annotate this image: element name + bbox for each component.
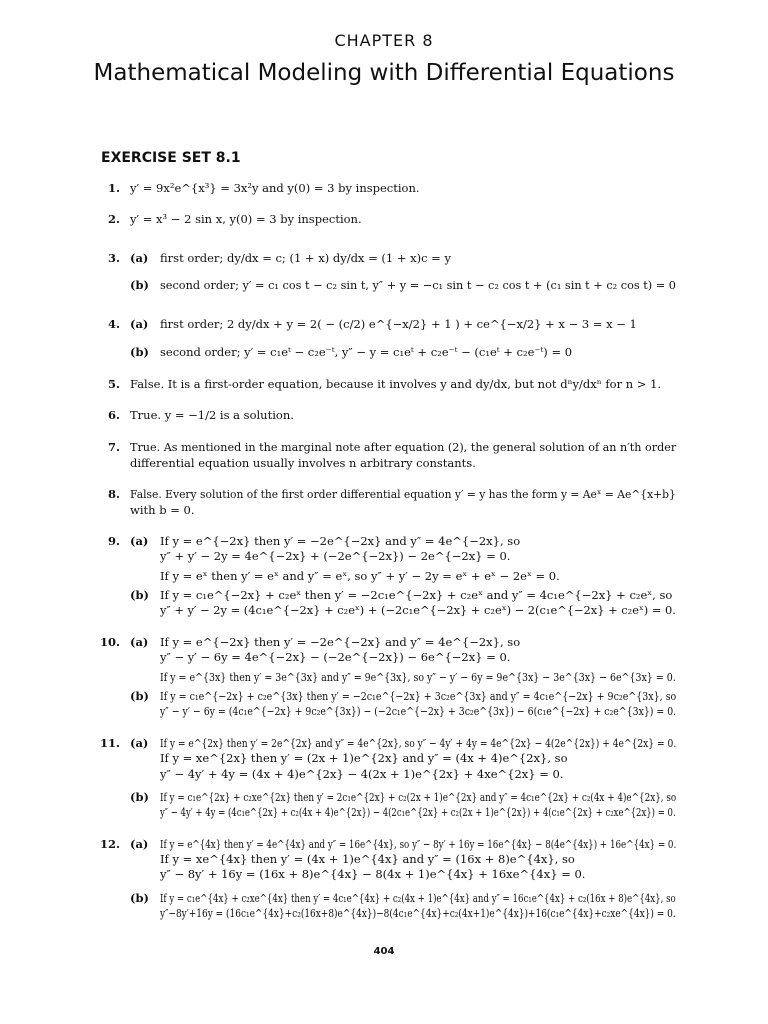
problem-number: 7. bbox=[107, 440, 120, 454]
chapter-label: CHAPTER 8 bbox=[334, 31, 434, 50]
problem-text: with b = 0. bbox=[130, 503, 195, 517]
problem-text: True. As mentioned in the marginal note after equation (2), the general solution of an n′th order bbox=[130, 440, 677, 454]
problem-number: 5. bbox=[107, 377, 120, 391]
part-text: y″ + y′ − 2y = 4e^{−2x} + (−2e^{−2x}) − 2e^{−2x} = 0. bbox=[160, 549, 511, 563]
part-label: (a) bbox=[130, 534, 149, 548]
problem-number: 1. bbox=[107, 181, 120, 195]
part-text: If y = c₁e^{−2x} + c₂eˣ then y′ = −2c₁e^{−2x} + c₂eˣ and y″ = 4c₁e^{−2x} + c₂eˣ, so bbox=[160, 588, 673, 602]
part-text: If y = c₁e^{4x} + c₂xe^{4x} then y′ = 4c₁e^{4x} + c₂(4x + 1)e^{4x} and y″ = 16c₁e^{4x} + c₂(16x + 8)e^{4x}, so bbox=[160, 891, 676, 905]
problem-number: 9. bbox=[107, 534, 120, 548]
part-text: If y = e^{4x} then y′ = 4e^{4x} and y″ = 16e^{4x}, so y″ − 8y′ + 16y = 16e^{4x} − 8(4e^{4x}) + 16e^{4x} = 0. bbox=[160, 837, 677, 851]
problem-text: differential equation usually involves n arbitrary constants. bbox=[130, 456, 476, 470]
problem-text: y′ = 9x²e^{x³} = 3x²y and y(0) = 3 by inspection. bbox=[130, 181, 420, 195]
part-text: y″ − y′ − 6y = (4c₁e^{−2x} + 9c₂e^{3x}) − (−2c₁e^{−2x} + 3c₂e^{3x}) − 6(c₁e^{−2x} + c₂e^{3x}) = 0. bbox=[160, 704, 677, 718]
problem-text: y′ = x³ − 2 sin x, y(0) = 3 by inspection. bbox=[130, 212, 362, 226]
part-label: (b) bbox=[130, 790, 149, 804]
part-text: If y = c₁e^{2x} + c₂xe^{2x} then y′ = 2c₁e^{2x} + c₂(2x + 1)e^{2x} and y″ = 4c₁e^{2x} + c₂(4x + 4)e^{2x}, so bbox=[160, 790, 677, 804]
problem-number: 11. bbox=[99, 736, 120, 750]
part-text: If y = xe^{4x} then y′ = (4x + 1)e^{4x} and y″ = (16x + 8)e^{4x}, so bbox=[160, 852, 575, 866]
part-label: (b) bbox=[130, 588, 149, 602]
exercise-set-heading: EXERCISE SET 8.1 bbox=[101, 150, 241, 166]
part-text: If y = e^{−2x} then y′ = −2e^{−2x} and y″ = 4e^{−2x}, so bbox=[160, 534, 521, 548]
part-label: (a) bbox=[130, 251, 149, 265]
part-label: (b) bbox=[130, 278, 149, 292]
problem-number: 4. bbox=[107, 317, 120, 331]
part-text: first order; 2 dy/dx + y = 2( − (c/2) e^{−x/2} + 1 ) + ce^{−x/2} + x − 3 = x − 1 bbox=[160, 317, 637, 331]
problem-text: False. Every solution of the first order differential equation y′ = y has the form y = Aeˣ = Ae^{x+b} bbox=[130, 487, 676, 501]
part-text: first order; dy/dx = c; (1 + x) dy/dx = (1 + x)c = y bbox=[160, 251, 451, 265]
part-text: If y = c₁e^{−2x} + c₂e^{3x} then y′ = −2c₁e^{−2x} + 3c₂e^{3x} and y″ = 4c₁e^{−2x} + 9c₂e^{3x}, so bbox=[160, 689, 677, 703]
part-text: If y = eˣ then y′ = eˣ and y″ = eˣ, so y″ + y′ − 2y = eˣ + eˣ − 2eˣ = 0. bbox=[160, 569, 560, 583]
problem-text: False. It is a first-order equation, because it involves y and dy/dx, but not dⁿy/dxⁿ for n > 1. bbox=[130, 377, 662, 391]
part-label: (b) bbox=[130, 891, 149, 905]
part-text: y″−8y′+16y = (16c₁e^{4x}+c₂(16x+8)e^{4x})−8(4c₁e^{4x}+c₂(4x+1)e^{4x})+16(c₁e^{4x}+c₂xe^{4x}) = 0. bbox=[160, 906, 676, 920]
part-label: (a) bbox=[130, 736, 149, 750]
part-label: (b) bbox=[130, 345, 149, 359]
part-text: If y = xe^{2x} then y′ = (2x + 1)e^{2x} and y″ = (4x + 4)e^{2x}, so bbox=[160, 751, 568, 765]
problem-text: True. y = −1/2 is a solution. bbox=[130, 408, 294, 422]
part-text: If y = e^{−2x} then y′ = −2e^{−2x} and y″ = 4e^{−2x}, so bbox=[160, 635, 521, 649]
page-number: 404 bbox=[373, 946, 395, 957]
problem-number: 12. bbox=[99, 837, 120, 851]
part-label: (a) bbox=[130, 635, 149, 649]
part-label: (a) bbox=[130, 317, 149, 331]
part-text: y″ − 4y′ + 4y = (4x + 4)e^{2x} − 4(2x + 1)e^{2x} + 4xe^{2x} = 0. bbox=[160, 767, 564, 781]
part-label: (b) bbox=[130, 689, 149, 703]
part-text: If y = e^{2x} then y′ = 2e^{2x} and y″ = 4e^{2x}, so y″ − 4y′ + 4y = 4e^{2x} − 4(2e^{2x}) + 4e^{2x} = 0. bbox=[160, 736, 677, 750]
part-text: y″ − y′ − 6y = 4e^{−2x} − (−2e^{−2x}) − 6e^{−2x} = 0. bbox=[160, 650, 511, 664]
problem-number: 2. bbox=[107, 212, 120, 226]
part-text: If y = e^{3x} then y′ = 3e^{3x} and y″ = 9e^{3x}, so y″ − y′ − 6y = 9e^{3x} − 3e^{3x} − 6e^{3x} = 0. bbox=[160, 670, 676, 684]
problem-number: 10. bbox=[99, 635, 120, 649]
part-text: second order; y′ = c₁ cos t − c₂ sin t, y″ + y = −c₁ sin t − c₂ cos t + (c₁ sin t + c₂ cos t) = 0 bbox=[160, 278, 676, 292]
problem-number: 3. bbox=[107, 251, 120, 265]
problem-number: 8. bbox=[107, 487, 120, 501]
chapter-title: Mathematical Modeling with Differential Equations bbox=[93, 60, 675, 86]
part-text: y″ − 8y′ + 16y = (16x + 8)e^{4x} − 8(4x + 1)e^{4x} + 16xe^{4x} = 0. bbox=[160, 867, 586, 881]
part-text: y″ + y′ − 2y = (4c₁e^{−2x} + c₂eˣ) + (−2c₁e^{−2x} + c₂eˣ) − 2(c₁e^{−2x} + c₂eˣ) = 0. bbox=[160, 603, 676, 617]
part-label: (a) bbox=[130, 837, 149, 851]
problem-number: 6. bbox=[107, 408, 120, 422]
part-text: y″ − 4y′ + 4y = (4c₁e^{2x} + c₂(4x + 4)e^{2x}) − 4(2c₁e^{2x} + c₂(2x + 1)e^{2x}) + 4(c₁e^{2x} + c₂xe^{2x}) = 0. bbox=[160, 805, 676, 819]
part-text: second order; y′ = c₁eᵗ − c₂e⁻ᵗ, y″ − y = c₁eᵗ + c₂e⁻ᵗ − (c₁eᵗ + c₂e⁻ᵗ) = 0 bbox=[160, 345, 573, 359]
